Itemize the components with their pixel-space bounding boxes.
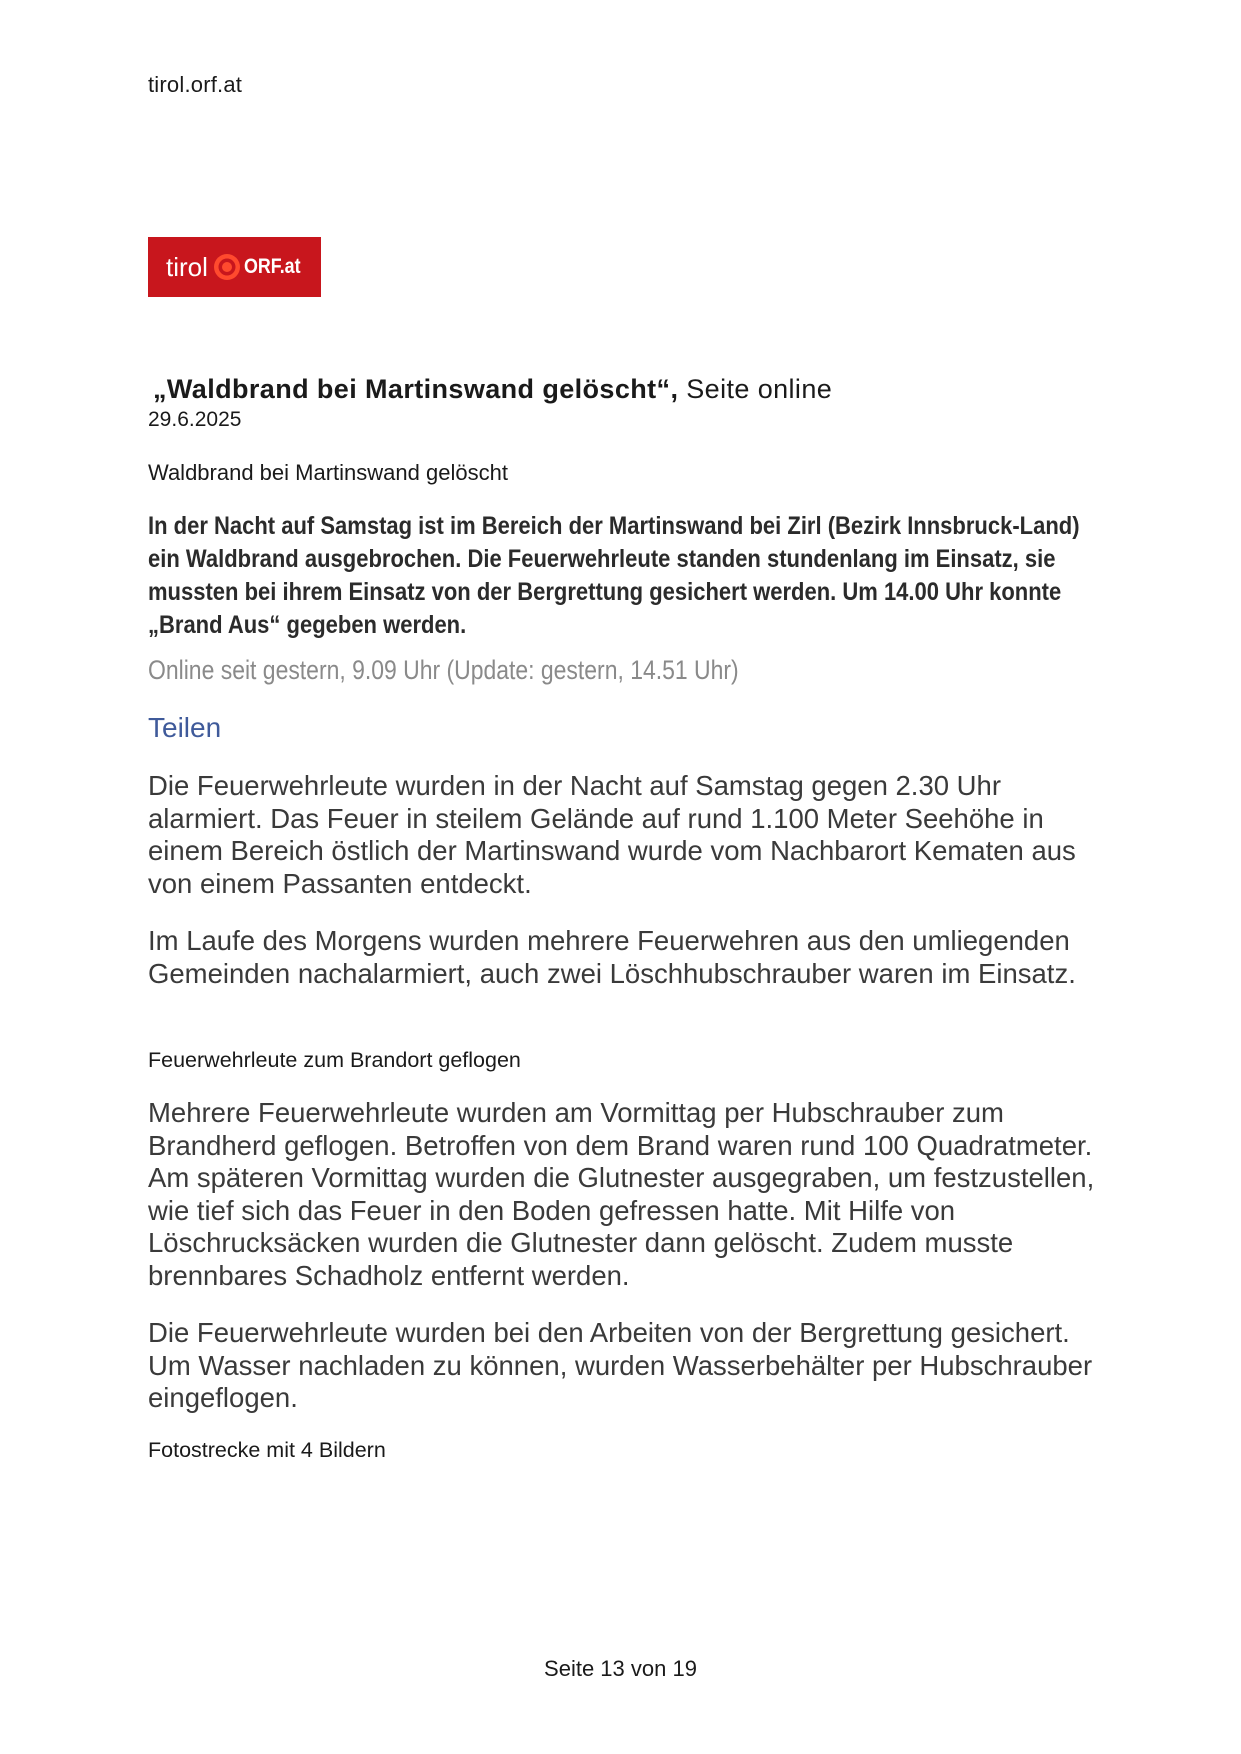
document-title-quoted: „Waldbrand bei Martinswand gelöscht“, [153,374,679,404]
orf-eye-icon [212,252,242,282]
logo-brand: ORF.at [243,255,301,278]
article-lead: In der Nacht auf Samstag ist im Bereich der Martinswand bei Zirl (Bezirk Innsbruck-Land) ein Waldbrand ausgebrochen. Die Feuerwehrleute standen stundenlang im Einsatz, sie mussten bei ihrem Einsatz von der Bergrettung gesichert werden. Um 14.00 Uhr konnte „Brand Aus“ gegeben werden. [148,512,1080,639]
document-title-suffix: Seite online [678,374,833,404]
article-timestamp: Online seit gestern, 9.09 Uhr (Update: gestern, 14.51 Uhr) [148,655,739,685]
article-paragraph-4: Die Feuerwehrleute wurden bei den Arbeiten von der Bergrettung gesichert. Um Wasser nachladen zu können, wurden Wasserbehälter per Hubschrauber eingeflogen. [148,1317,1093,1413]
article-paragraph-2: Im Laufe des Morgens wurden mehrere Feuerwehren aus den umliegenden Gemeinden nachalarmiert, auch zwei Löschhubschrauber waren im Einsatz. [148,925,1076,989]
article-heading: Waldbrand bei Martinswand gelöscht [148,460,508,485]
photo-gallery-caption: Fotostrecke mit 4 Bildern [148,1438,386,1462]
page-number: Seite 13 von 19 [544,1656,697,1681]
document-title [153,374,832,405]
logo-word: tirol [166,251,208,282]
share-link[interactable]: Teilen [148,712,222,743]
tirol-orf-logo [148,237,321,297]
document-date: 29.6.2025 [148,408,242,431]
article-paragraph-1: Die Feuerwehrleute wurden in der Nacht auf Samstag gegen 2.30 Uhr alarmiert. Das Feuer in steilem Gelände auf rund 1.100 Meter Seehöhe in einem Bereich östlich der Martinswand wurde vom Nachbarort Kematen aus von einem Passanten entdeckt. [148,770,1076,899]
subheading-brandort: Feuerwehrleute zum Brandort geflogen [148,1048,521,1072]
article-paragraph-3: Mehrere Feuerwehrleute wurden am Vormittag per Hubschrauber zum Brandherd geflogen. Betroffen von dem Brand waren rund 100 Quadratmeter. Am späteren Vormittag wurden die Glutnester ausgegraben, um festzustellen, wie tief sich das Feuer in den Boden gefressen hatte. Mit Hilfe von Löschrucksäcken wurden die Glutnester dann gelöscht. Zudem musste brennbares Schadholz entfernt werden. [148,1097,1095,1291]
site-header-url: tirol.orf.at [148,72,243,97]
